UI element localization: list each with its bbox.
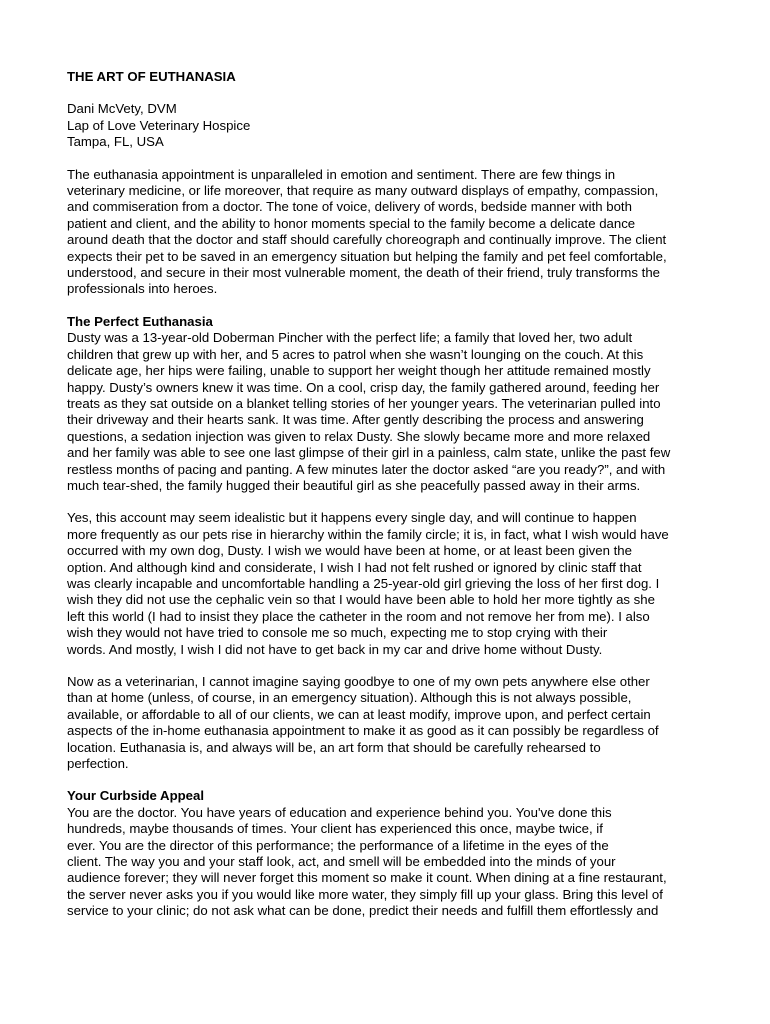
- text-line: questions, a sedation injection was given to relax Dusty. She slowly became more and more relaxed: [67, 428, 651, 444]
- author-name: Dani McVety, DVM: [67, 101, 177, 117]
- text-line: more frequently as our pets rise in hierarchy within the family circle; it is, in fact, what I wish would have: [67, 526, 669, 542]
- text-line: Dusty was a 13-year-old Doberman Pincher with the perfect life; a family that loved her, two adult: [67, 330, 633, 346]
- text-line: audience forever; they will never forget this moment so make it count. When dining at a fine restaurant,: [67, 870, 667, 886]
- section-perfect-euthanasia-paragraph-1: [67, 314, 707, 494]
- text-line: understood, and secure in their most vulnerable moment, the death of their friend, truly transforms the: [67, 265, 661, 281]
- text-line: left this world (I had to insist they place the catheter in the room and not remove her from me). I also: [67, 608, 650, 624]
- text-line: The euthanasia appointment is unparalleled in emotion and sentiment. There are few things in: [67, 166, 616, 182]
- text-line: wish they would not have tried to console me so much, expecting me to stop crying with their: [67, 625, 608, 641]
- text-line: was clearly incapable and uncomfortable handling a 25-year-old girl grieving the loss of her first dog. I: [67, 575, 660, 591]
- text-line: than at home (unless, of course, in an emergency situation). Although this is not always possible,: [67, 690, 632, 706]
- author-block: [67, 101, 707, 150]
- text-line: aspects of the in-home euthanasia appointment to make it as good as it can possibly be regardless of: [67, 723, 659, 739]
- text-line: treats as they sat outside on a blanket telling stories of her younger years. The veterinarian pulled into: [67, 395, 661, 411]
- text-line: Yes, this account may seem idealistic but it happens every single day, and will continue to happen: [67, 510, 637, 526]
- text-line: and commiseration from a doctor. The tone of voice, delivery of words, bedside manner with both: [67, 199, 632, 215]
- text-line: service to your clinic; do not ask what can be done, predict their needs and fulfill them effortlessly and: [67, 903, 659, 919]
- text-line: the server never asks you if you would like more water, they simply fill up your glass. Bring this level of: [67, 886, 663, 902]
- text-line: patient and client, and the ability to honor moments special to the family become a delicate dance: [67, 215, 636, 231]
- text-line: veterinary medicine, or life moreover, that require as many outward displays of empathy, compassion,: [67, 183, 659, 199]
- text-line: perfection.: [67, 756, 129, 772]
- author-location: Tampa, FL, USA: [67, 134, 164, 150]
- text-line: wish they did not use the cephalic vein so that I would have been able to hold her more tightly as she: [67, 592, 655, 608]
- text-line: children that grew up with her, and 5 acres to patrol when she wasn’t lounging on the couch. At this: [67, 346, 644, 362]
- text-line: their driveway and their hearts sank. It was time. After gently describing the process and answering: [67, 412, 644, 428]
- text-line: Now as a veterinarian, I cannot imagine saying goodbye to one of my own pets anywhere else other: [67, 674, 650, 689]
- text-line: happy. Dusty’s owners knew it was time. On a cool, crisp day, the family gathered around, feeding her: [67, 379, 660, 395]
- text-line: around death that the doctor and staff should carefully choreograph and continually improve. The client: [67, 232, 667, 248]
- text-line: hundreds, maybe thousands of times. Your client has experienced this once, maybe twice, if: [67, 821, 603, 837]
- text-line: available, or affordable to all of our clients, we can at least modify, improve upon, and perfect certain: [67, 706, 651, 722]
- text-line: ever. You are the director of this performance; the performance of a lifetime in the eyes of the: [67, 837, 609, 853]
- text-line: location. Euthanasia is, and always will be, an art form that should be carefully rehearsed to: [67, 739, 601, 755]
- text-line: option. And although kind and considerate, I wish I had not felt rushed or ignored by clinic staff that: [67, 559, 642, 575]
- text-line: occurred with my own dog, Dusty. I wish we would have been at home, or at least been given the: [67, 543, 632, 559]
- text-line: delicate age, her hips were failing, unable to support her weight though her attitude remained mostly: [67, 363, 651, 379]
- text-line: much tear-shed, the family hugged their beautiful girl as she peacefully passed away in their arms.: [67, 477, 641, 493]
- text-line: You are the doctor. You have years of education and experience behind you. You've done this: [67, 804, 612, 820]
- text-line: professionals into heroes.: [67, 281, 218, 297]
- document-page: [67, 69, 707, 936]
- text-line: client. The way you and your staff look, act, and smell will be embedded into the minds of your: [67, 854, 616, 870]
- author-organization: Lap of Love Veterinary Hospice: [67, 117, 251, 133]
- section-curbside-appeal-paragraph-1: [67, 788, 707, 919]
- section-heading-perfect-euthanasia: The Perfect Euthanasia: [67, 313, 213, 329]
- text-line: restless months of pacing and panting. A few minutes later the doctor asked “are you ready?”, and with: [67, 461, 666, 477]
- text-line: words. And mostly, I wish I did not have to get back in my car and drive home without Dusty.: [67, 641, 603, 657]
- text-line: expects their pet to be saved in an emergency situation but helping the family and pet feel comfortable,: [67, 248, 667, 264]
- section-perfect-euthanasia-paragraph-3: [67, 674, 707, 772]
- section-heading-curbside-appeal: Your Curbside Appeal: [67, 788, 205, 804]
- section-perfect-euthanasia-paragraph-2: [67, 510, 707, 658]
- document-title: THE ART OF EUTHANASIA: [67, 69, 236, 84]
- text-line: and her family was able to see one last glimpse of their girl in a painless, calm state, unlike the past few: [67, 445, 671, 461]
- intro-paragraph: [67, 167, 707, 298]
